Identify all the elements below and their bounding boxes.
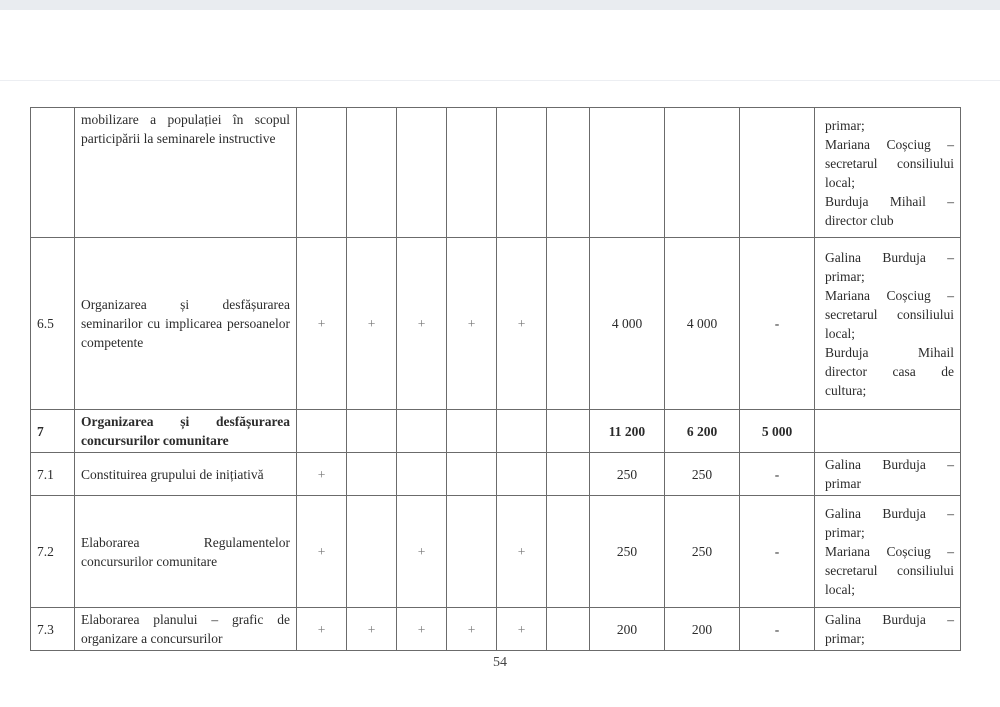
budget-total: 4 000 xyxy=(590,238,665,410)
row-number: 7 xyxy=(31,410,75,453)
table-row xyxy=(31,496,961,608)
schedule-mark xyxy=(447,453,497,496)
schedule-mark xyxy=(397,453,447,496)
schedule-mark: + xyxy=(297,453,347,496)
responsible-line: Galina Burduja – xyxy=(825,506,954,521)
empty-cell xyxy=(547,238,590,410)
table-row xyxy=(31,608,961,651)
responsible-line: director casa de xyxy=(825,363,954,379)
schedule-mark xyxy=(397,108,447,238)
scan-fold-line xyxy=(0,80,1000,81)
schedule-mark: + xyxy=(297,496,347,608)
schedule-mark xyxy=(447,410,497,453)
schedule-mark: + xyxy=(497,608,547,651)
budget-local xyxy=(665,108,740,238)
schedule-mark: + xyxy=(447,608,497,651)
budget-total xyxy=(590,108,665,238)
budget-other: - xyxy=(740,608,815,651)
budget-local: 250 xyxy=(665,453,740,496)
schedule-mark xyxy=(447,108,497,238)
activity-description: Elaborarea planului – grafic de organizare a concursurilor xyxy=(75,608,297,651)
empty-cell xyxy=(547,410,590,453)
responsible-line: primar; xyxy=(825,525,865,540)
responsible-line: Galina Burduja – xyxy=(825,249,954,265)
schedule-mark: + xyxy=(347,238,397,410)
budget-total: 200 xyxy=(590,608,665,651)
responsible-persons xyxy=(815,453,961,496)
schedule-mark: + xyxy=(397,608,447,651)
activity-description: Constituirea grupului de inițiativă xyxy=(75,453,297,496)
responsible-line: primar; xyxy=(825,268,865,284)
responsible-line: Galina Burduja – xyxy=(825,457,954,472)
budget-local: 4 000 xyxy=(665,238,740,410)
responsible-line: local; xyxy=(825,325,855,341)
schedule-mark: + xyxy=(497,238,547,410)
activity-description: mobilizare a populației în scopul participării la seminarele instructive xyxy=(75,108,297,238)
schedule-mark: + xyxy=(397,496,447,608)
page-number: 54 xyxy=(493,655,507,670)
schedule-mark xyxy=(347,453,397,496)
row-number: 7.2 xyxy=(31,496,75,608)
schedule-mark xyxy=(347,108,397,238)
budget-local: 250 xyxy=(665,496,740,608)
responsible-line: primar xyxy=(825,476,861,491)
table-row xyxy=(31,238,961,410)
row-number xyxy=(31,108,75,238)
responsible-line: secretarul consiliului xyxy=(825,155,954,171)
schedule-mark xyxy=(297,410,347,453)
budget-other: - xyxy=(740,453,815,496)
responsible-line: Mariana Coșciug – xyxy=(825,136,954,152)
schedule-mark xyxy=(497,453,547,496)
budget-other: 5 000 xyxy=(740,410,815,453)
responsible-line: primar; xyxy=(825,631,865,646)
responsible-line: Mariana Coșciug – xyxy=(825,287,954,303)
responsible-persons xyxy=(815,608,961,651)
responsible-line: local; xyxy=(825,174,855,190)
schedule-mark: + xyxy=(347,608,397,651)
row-number: 7.3 xyxy=(31,608,75,651)
row-number: 7.1 xyxy=(31,453,75,496)
schedule-mark xyxy=(397,410,447,453)
responsible-line: Burduja Mihail – xyxy=(825,193,954,209)
empty-cell xyxy=(547,453,590,496)
schedule-mark: + xyxy=(447,238,497,410)
scan-top-edge xyxy=(0,0,1000,10)
schedule-mark: + xyxy=(397,238,447,410)
responsible-persons xyxy=(815,238,961,410)
responsible-line: local; xyxy=(825,582,855,597)
schedule-mark: + xyxy=(497,496,547,608)
empty-cell xyxy=(547,608,590,651)
budget-total: 11 200 xyxy=(590,410,665,453)
schedule-mark xyxy=(497,410,547,453)
empty-cell xyxy=(547,496,590,608)
responsible-line: Mariana Coșciug – xyxy=(825,544,954,559)
activity-description: Elaborarea Regulamentelor concursurilor comunitare xyxy=(75,496,297,608)
table-row xyxy=(31,410,961,453)
schedule-mark xyxy=(347,496,397,608)
responsible-persons xyxy=(815,410,961,453)
schedule-mark: + xyxy=(297,238,347,410)
row-number: 6.5 xyxy=(31,238,75,410)
schedule-mark xyxy=(347,410,397,453)
table-row xyxy=(31,108,961,238)
budget-local: 200 xyxy=(665,608,740,651)
schedule-mark xyxy=(497,108,547,238)
budget-other xyxy=(740,108,815,238)
schedule-mark: + xyxy=(297,608,347,651)
responsible-line: cultura; xyxy=(825,382,867,398)
activity-description: Organizarea și desfășurarea seminarilor cu implicarea persoanelor competente xyxy=(75,238,297,410)
responsible-line: Galina Burduja – xyxy=(825,612,954,627)
budget-total: 250 xyxy=(590,453,665,496)
activity-description: Organizarea și desfășurarea concursurilor comunitare xyxy=(75,410,297,453)
budget-other: - xyxy=(740,238,815,410)
budget-local: 6 200 xyxy=(665,410,740,453)
budget-other: - xyxy=(740,496,815,608)
action-plan-table xyxy=(30,107,961,651)
budget-total: 250 xyxy=(590,496,665,608)
responsible-line: Burduja Mihail xyxy=(825,344,954,360)
responsible-persons xyxy=(815,108,961,238)
responsible-line: secretarul consiliului xyxy=(825,306,954,322)
responsible-line: director club xyxy=(825,212,894,228)
responsible-line: primar; xyxy=(825,117,865,133)
table-row xyxy=(31,453,961,496)
responsible-line: secretarul consiliului xyxy=(825,563,954,578)
schedule-mark xyxy=(447,496,497,608)
empty-cell xyxy=(547,108,590,238)
responsible-persons xyxy=(815,496,961,608)
schedule-mark xyxy=(297,108,347,238)
